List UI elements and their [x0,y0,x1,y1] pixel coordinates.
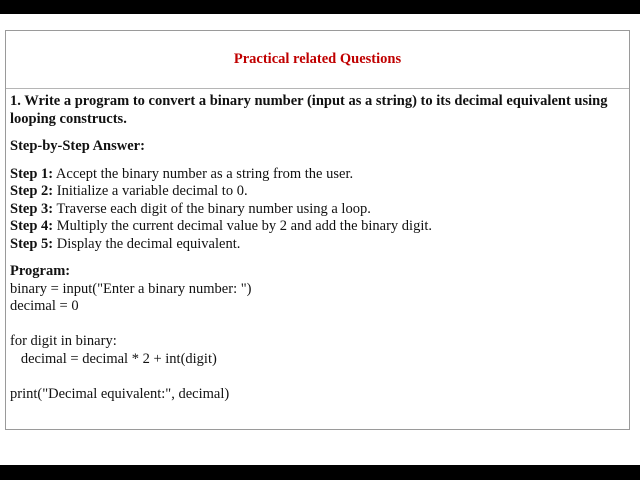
question-content [10,93,625,403]
step-label: Step 2: [10,183,54,199]
question-text: 1. Write a program to convert a binary number (input as a string) to its decimal equivalent using looping constructs. [10,93,608,127]
program-code [10,281,625,404]
step-text: Accept the binary number as a string from the user. [53,165,354,182]
document-box [5,30,630,430]
step-item [10,166,625,184]
program-heading: Program: [10,263,71,279]
step-by-step-heading: Step-by-Step Answer: [10,138,145,154]
step-item [10,218,625,236]
step-text: Traverse each digit of the binary number using a loop. [53,200,371,217]
step-item [10,201,625,219]
code-line: for digit in binary: [10,333,117,349]
step-label: Step 5: [10,235,54,252]
step-label: Step 4: [10,218,54,234]
step-item [10,183,625,201]
title-row [6,31,629,89]
step-text: Multiply the current decimal value by 2 and add the binary digit. [53,218,433,234]
step-text: Display the decimal equivalent. [53,235,241,252]
step-label: Step 1: [10,165,54,182]
steps-list [10,166,625,254]
code-line [10,368,625,386]
page-title: Practical related Questions [233,51,402,67]
code-line: decimal = decimal * 2 + int(digit) [10,350,217,367]
code-line: binary = input("Enter a binary number: ") [10,280,252,297]
step-label: Step 3: [10,200,54,217]
step-text: Initialize a variable decimal to 0. [53,183,248,199]
code-line [10,316,625,334]
letterbox-top-bar [0,0,640,14]
letterbox-bottom-bar [0,465,640,480]
step-item [10,236,625,254]
code-line: print("Decimal equivalent:", decimal) [10,385,230,402]
code-line: decimal = 0 [10,298,79,314]
